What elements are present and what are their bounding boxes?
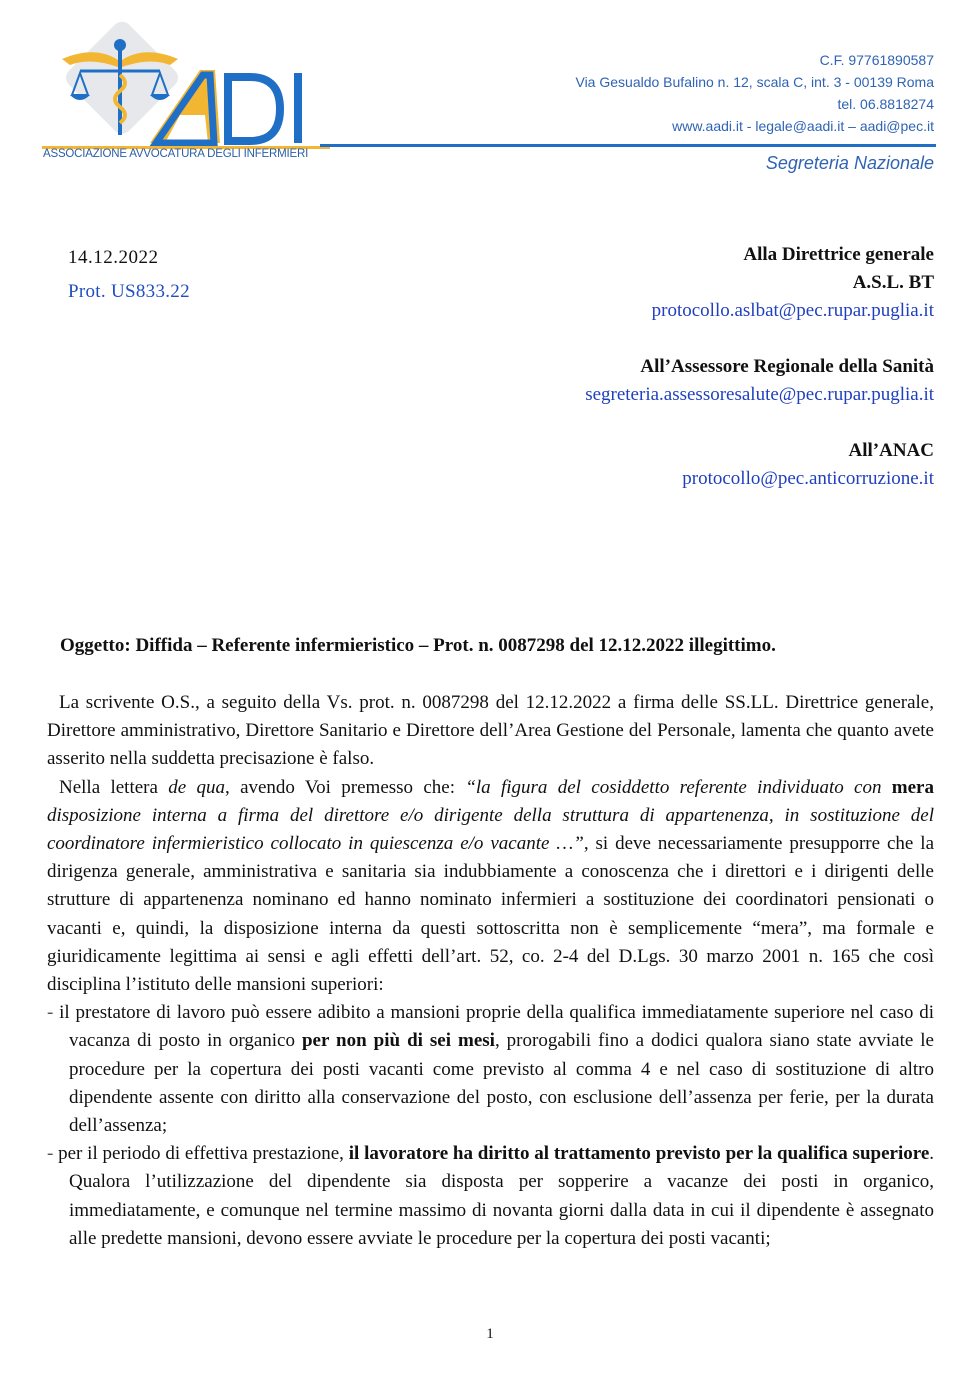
recipient-email[interactable]: protocollo.aslbat@pec.rupar.puglia.it — [651, 300, 934, 321]
text: , si deve necessariamente presupporre che la dirigenza generale, amministrativa e sanitaria sia indubbiamente a conoscenza che i direttori e i dirigenti delle strutture di appartenenza nominano ed hanno nominato infermieri a sostituzione dei coordinatori pensionati o vacanti e, quindi, la disposizione interna da questi sottoscritta non è semplicemente “mera”, ma formale e giuridicamente legittima ai sensi e agli effetti dell’art. 52, co. 2-4 del D.Lgs. 30 marzo 2001 n. 165 che così disciplina l’istituto delle mansioni superiori: — [47, 833, 935, 996]
recipient-title: All’Assessore Regionale della Sanità — [640, 356, 934, 377]
letter-subject: Oggetto: Diffida – Referente infermieristico – Prot. n. 0087298 del 12.12.2022 illegittimo. — [60, 635, 776, 656]
recipient-email[interactable]: segreteria.assessoresalute@pec.rupar.puglia.it — [585, 384, 934, 405]
text: Nella lettera — [59, 776, 169, 798]
adi-logo-icon — [40, 15, 330, 165]
text: , prorogabili fino a dodici qualora siano state avviate le procedure per la copertura dei posti vacanti come previsto al comma 4 e nel caso di sostituzione di altro dipendente assente con diritto alla conservazione del posto, con esclusione dell’assenza per ferie, per la durata dell’assenza; — [69, 1030, 934, 1137]
list-item — [47, 999, 934, 1140]
text: . Qualora l’utilizzazione del dipendente sia disposta per sopperire a vacanze dei posti in organico, immediatamente, e comunque nel termine massimo di novanta giorni dalla data in cui il dipendente è assegnato alle predette mansioni, devono essere avviate le procedure per la copertura dei posti vacanti; — [69, 1143, 935, 1249]
paragraph-1: La scrivente O.S., a seguito della Vs. prot. n. 0087298 del 12.12.2022 a firma delle SS.LL. Direttrice generale, Direttore amministrativo, Direttore Sanitario e Direttore dell’Area Gestione del Personale, lamenta che quanto avete asserito nella suddetta precisazione è falso. — [47, 692, 934, 770]
dash-bullet: - — [47, 1002, 54, 1024]
text-bold: mera — [891, 776, 934, 798]
recipient-2 — [585, 353, 934, 409]
recipient-3 — [682, 437, 934, 493]
text-bold: per non più di sei mesi — [301, 1030, 495, 1052]
text: , avendo Voi premesso che: — [225, 776, 466, 798]
text: per il periodo di effettiva prestazione, — [53, 1143, 349, 1165]
letter-date: 14.12.2022 — [68, 247, 159, 268]
office-name: Segreteria Nazionale — [765, 153, 934, 173]
page-number: 1 — [486, 1326, 494, 1342]
list-item — [47, 1140, 934, 1253]
text: il prestatore di lavoro può essere adibito a mansioni proprie della qualifica immediatamente superiore nel caso di vacanza di posto in organico — [53, 1002, 934, 1052]
web-contacts[interactable]: www.aadi.it - legale@aadi.it – aadi@pec.it — [672, 118, 934, 134]
recipient-1 — [652, 241, 934, 325]
recipient-org: A.S.L. BT — [852, 272, 934, 293]
recipient-title: Alla Direttrice generale — [743, 244, 934, 265]
quote-italic: disposizione interna a firma del direttore e/o dirigente della struttura di appartenenza, in sostituzione del coordinatore infermieristico collocato in quiescenza e/o vacante …” — [47, 804, 934, 855]
text-bold: il lavoratore ha diritto al trattamento previsto per la qualifica superiore — [348, 1143, 930, 1165]
paragraph-2 — [47, 774, 934, 1000]
dash-bullet: - — [47, 1143, 54, 1165]
tax-code: C.F. 97761890587 — [819, 52, 934, 68]
header-divider — [320, 144, 936, 147]
recipient-title: All’ANAC — [848, 440, 934, 461]
org-name: ASSOCIAZIONE AVVOCATURA DEGLI INFERMIERI — [43, 148, 309, 160]
letter-body — [47, 689, 934, 1253]
text-italic: de qua — [168, 776, 225, 798]
recipient-email[interactable]: protocollo@pec.anticorruzione.it — [682, 468, 934, 489]
protocol-number: Prot. US833.22 — [68, 281, 190, 302]
quote-italic: “la figura del cosiddetto referente individuato con — [465, 776, 892, 798]
phone: tel. 06.8818274 — [837, 96, 934, 112]
address: Via Gesualdo Bufalino n. 12, scala C, int. 3 - 00139 Roma — [575, 74, 934, 90]
